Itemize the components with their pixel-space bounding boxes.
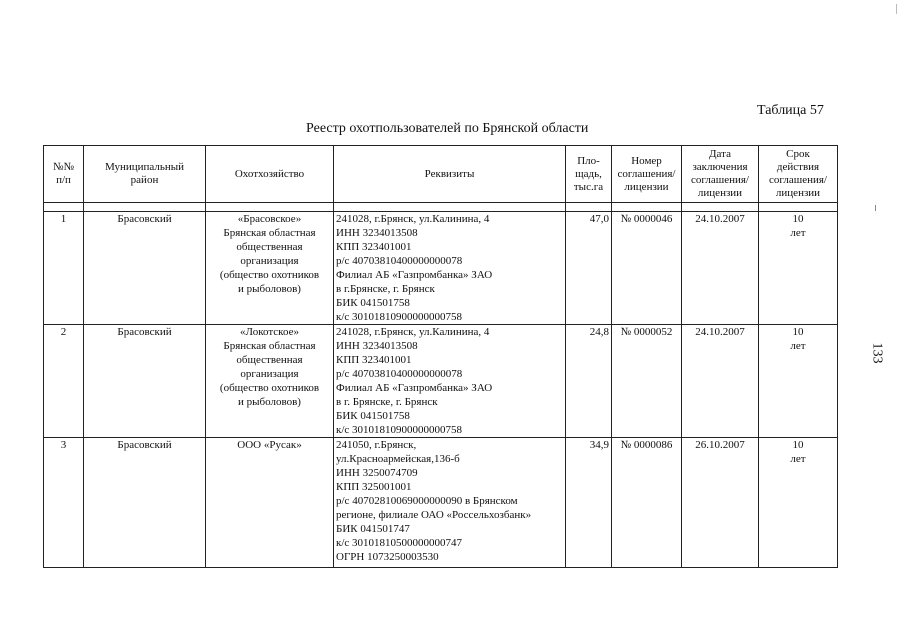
cell-area: 34,9 <box>566 438 612 568</box>
cell-line: лет <box>790 453 806 465</box>
cell-line: 10 <box>792 213 804 225</box>
cell-line: ИНН 3234013508 <box>336 227 418 239</box>
cell-line: 241050, г.Брянск, <box>336 439 417 451</box>
registry-body <box>44 212 838 568</box>
cell-line: БИК 041501747 <box>336 523 410 535</box>
header-date <box>682 146 759 203</box>
cell-date: 26.10.2007 <box>682 438 759 568</box>
cell-line: лет <box>790 227 806 239</box>
cell-line: в г. Брянске, г. Брянск <box>336 396 438 408</box>
cell-line: к/с 30101810500000000747 <box>336 537 463 549</box>
cell-line: 241028, г.Брянск, ул.Калинина, 4 <box>336 326 490 338</box>
cell-requisites <box>334 438 566 568</box>
header-num <box>44 146 84 203</box>
cell-line: Филиал АБ «Газпромбанка» ЗАО <box>336 382 493 394</box>
cell-area: 24,8 <box>566 325 612 438</box>
cell-line: 10 <box>792 439 804 451</box>
registry-table <box>43 145 838 568</box>
cell-line: к/с 30101810900000000758 <box>336 311 463 323</box>
header-line: район <box>130 174 159 186</box>
cell-line: к/с 30101810900000000758 <box>336 424 463 436</box>
header-row <box>44 146 838 203</box>
cell-line: организация <box>240 368 299 380</box>
cell-area: 47,0 <box>566 212 612 325</box>
cell-line: ОГРН 1073250003530 <box>336 551 439 563</box>
cell-line: ООО «Русак» <box>237 439 302 451</box>
header-line: п/п <box>56 174 71 186</box>
cell-license-no: № 0000052 <box>612 325 682 438</box>
header-hunting <box>206 146 334 203</box>
header-line: Дата <box>709 148 731 160</box>
cell-line: КПП 325001001 <box>336 481 412 493</box>
cell-line: ул.Красноармейская,136-б <box>336 453 460 465</box>
page-number: 133 <box>869 342 885 364</box>
header-line: щадь, <box>575 167 602 180</box>
header-line: соглашения/ <box>617 167 676 180</box>
table-row <box>44 325 838 438</box>
cell-line: Брянская областная <box>223 340 316 352</box>
cell-line: ИНН 3234013508 <box>336 340 418 352</box>
cell-requisites <box>334 325 566 438</box>
cell-num: 1 <box>44 212 84 325</box>
spacer-row <box>44 203 838 212</box>
cell-line: общественная <box>236 354 303 366</box>
cell-num: 2 <box>44 325 84 438</box>
cell-line: «Локотское» <box>240 326 299 338</box>
cell-line: «Брасовское» <box>237 213 302 225</box>
cell-line: лет <box>790 340 806 352</box>
header-line: соглашения/ <box>769 174 827 186</box>
header-line: тыс.га <box>573 180 604 193</box>
cell-line: регионе, филиале ОАО «Россельхозбанк» <box>336 509 532 521</box>
header-line: Пло- <box>577 154 600 167</box>
cell-line: 10 <box>792 326 804 338</box>
cell-license-no: № 0000046 <box>612 212 682 325</box>
cell-date: 24.10.2007 <box>682 325 759 438</box>
cell-license-no: № 0000086 <box>612 438 682 568</box>
cell-term <box>759 438 838 568</box>
cell-hunting <box>206 325 334 438</box>
header-line: соглашения/ <box>691 174 749 186</box>
cell-requisites <box>334 212 566 325</box>
header-line: Реквизиты <box>424 167 475 180</box>
cell-line: (общество охотников <box>219 382 320 394</box>
header-line: лицензии <box>697 187 743 199</box>
cell-num: 3 <box>44 438 84 568</box>
table-row <box>44 212 838 325</box>
scan-mark <box>896 4 897 14</box>
cell-district: Брасовский <box>84 438 206 568</box>
cell-line: 241028, г.Брянск, ул.Калинина, 4 <box>336 213 490 225</box>
page-title: Реестр охотпользователей по Брянской области <box>306 121 589 136</box>
scan-mark <box>875 205 876 211</box>
header-line: №№ <box>53 161 74 173</box>
header-line: лицензии <box>775 187 821 199</box>
cell-line: и рыболовов) <box>238 283 301 295</box>
table-row <box>44 438 838 568</box>
cell-line: ИНН 3250074709 <box>336 467 418 479</box>
cell-line: р/с 40703810400000000078 <box>336 368 463 380</box>
cell-line: КПП 323401001 <box>336 241 412 253</box>
header-line: Муниципальный <box>104 161 185 173</box>
header-license-no <box>612 146 682 203</box>
cell-hunting <box>206 212 334 325</box>
cell-term <box>759 212 838 325</box>
cell-line: р/с 40702810069000000090 в Брянском <box>336 495 518 507</box>
cell-line: р/с 40703810400000000078 <box>336 255 463 267</box>
cell-line: организация <box>240 255 299 267</box>
header-district <box>84 146 206 203</box>
cell-district: Брасовский <box>84 212 206 325</box>
cell-hunting <box>206 438 334 568</box>
header-requisites <box>334 146 566 203</box>
cell-line: (общество охотников <box>219 269 320 281</box>
header-term <box>759 146 838 203</box>
header-line: Номер <box>631 154 662 167</box>
header-line: заключения <box>692 161 748 173</box>
header-line: лицензии <box>624 180 669 193</box>
cell-line: Филиал АБ «Газпромбанка» ЗАО <box>336 269 493 281</box>
table-number: Таблица 57 <box>757 103 824 118</box>
cell-line: и рыболовов) <box>238 396 301 408</box>
header-area <box>566 146 612 203</box>
cell-date: 24.10.2007 <box>682 212 759 325</box>
cell-line: БИК 041501758 <box>336 410 410 422</box>
cell-line: БИК 041501758 <box>336 297 410 309</box>
cell-district: Брасовский <box>84 325 206 438</box>
cell-line: Брянская областная <box>223 227 316 239</box>
header-line: Срок <box>786 148 810 160</box>
cell-term <box>759 325 838 438</box>
cell-line: КПП 323401001 <box>336 354 412 366</box>
cell-line: общественная <box>236 241 303 253</box>
header-line: Охотхозяйство <box>234 167 305 180</box>
header-line: действия <box>776 161 820 173</box>
cell-line: в г.Брянске, г. Брянск <box>336 283 435 295</box>
